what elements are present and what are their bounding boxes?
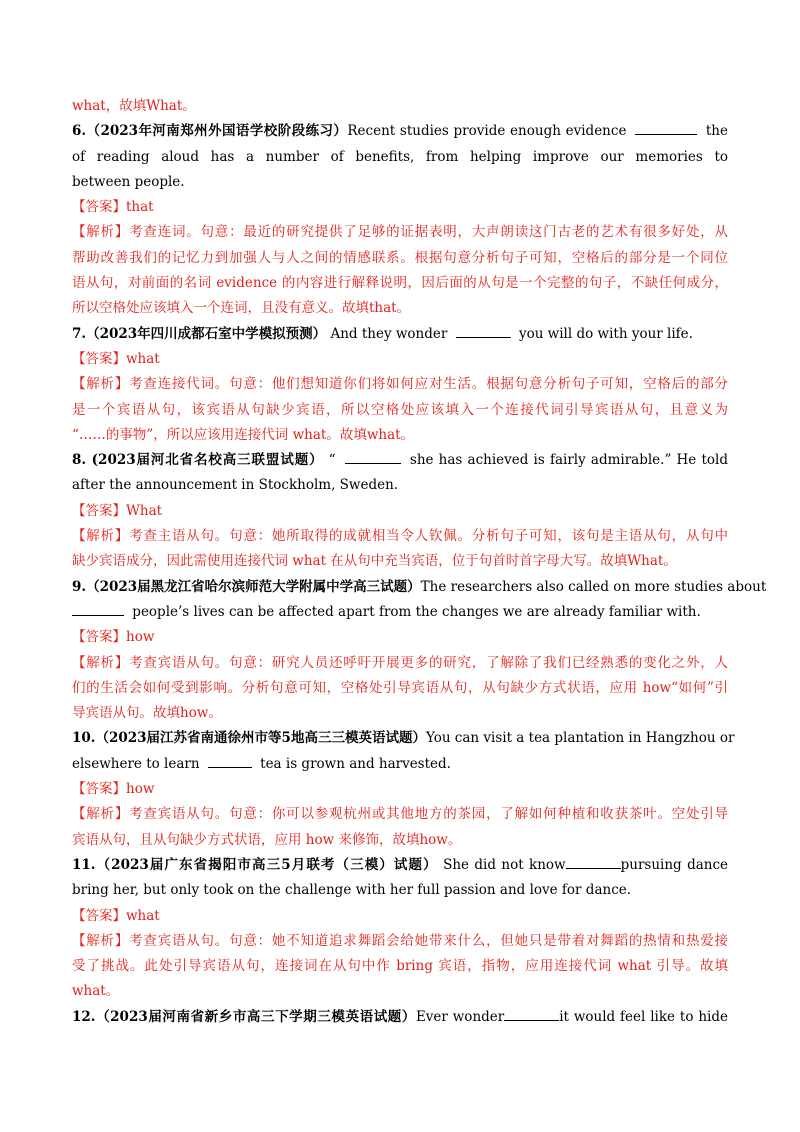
answer-9: [72, 625, 728, 650]
explanation-6-line: 语从句，对前面的名词 evidence 的内容进行解释说明，因后面的从句是一个完整的句子，不缺任何成分，: [72, 275, 728, 292]
answer-11: [72, 904, 728, 929]
explanation-8-line: 缺少宾语成分，因此需使用连接代词 what 在从句中充当宾语，位于句首时首字母大写。故填What。: [72, 553, 677, 570]
explanation-11-line: what。: [72, 983, 120, 1000]
explanation-6-line: [72, 220, 728, 245]
explanation-tag: 【解析】: [72, 376, 130, 393]
explanation-text: 考查宾语从句。句意：你可以参观杭州或其他地方的茶园，了解如何种植和收获茶叶。空处引导: [129, 806, 728, 823]
answer-blank: [566, 855, 621, 869]
question-11-text: She did not know: [443, 856, 566, 873]
explanation-tag: 【解析】: [72, 224, 130, 241]
answer-blank: [208, 754, 252, 768]
answer-value: What: [126, 502, 163, 519]
question-8-line-1: [72, 448, 728, 473]
explanation-text: 考查连词。句意：最近的研究提供了足够的证据表明，大声朗读这门古老的艺术有很多好处，从: [129, 224, 728, 241]
question-10-text: tea is grown and harvested.: [260, 755, 451, 772]
explanation-tag: 【解析】: [72, 806, 130, 823]
explanation-10-line: [72, 802, 728, 827]
explanation-text: 考查宾语从句。句意：研究人员还呼吁开展更多的研究，了解除了我们已经熟悉的变化之外，人: [129, 654, 728, 671]
answer-6: [72, 195, 728, 220]
answer-tag: 【答案】: [72, 502, 126, 519]
answer-blank: [456, 324, 511, 338]
explanation-tag: 【解析】: [72, 528, 130, 545]
question-6-text: Recent studies provide enough evidence: [347, 123, 627, 140]
question-10-text: elsewhere to learn: [72, 755, 200, 772]
explanation-7-line: “……的事物”，所以应该用连接代词 what。故填what。: [72, 426, 415, 443]
answer-tag: 【答案】: [72, 199, 126, 216]
explanation-7-line: 是一个宾语从句，该宾语从句缺少宾语，所以空格处应该填入一个连接代词引导宾语从句，且意义为: [72, 401, 728, 418]
question-8-text: she has achieved is fairly admirable.” He told: [409, 452, 728, 469]
explanation-9-line: [72, 651, 728, 676]
explanation-text: 考查宾语从句。句意：她不知道追求舞蹈会给她带来什么，但她只是带着对舞蹈的热情和热爱接: [129, 932, 728, 949]
question-10-line-2: [72, 752, 728, 777]
answer-tag: 【答案】: [72, 781, 126, 798]
explanation-tag: 【解析】: [72, 932, 130, 949]
question-10-text: You can visit a tea plantation in Hangzhou or: [425, 730, 735, 747]
explanation-10-line: 宾语从句，且从句缺少方式状语，应用 how 来修饰，故填how。: [72, 831, 462, 848]
answer-10: [72, 777, 728, 802]
question-6-text: the: [705, 123, 728, 140]
question-12-line-1: [72, 1005, 728, 1030]
explanation-9-line: 导宾语从句。故填how。: [72, 705, 222, 722]
question-9-line-2: [72, 600, 728, 625]
question-8-source: 8. (2023届河北省名校高三联盟试题）: [72, 452, 324, 469]
question-12-text: Ever wonder: [415, 1008, 505, 1025]
answer-value: what: [126, 350, 160, 367]
answer-tag: 【答案】: [72, 350, 126, 367]
question-8-text: “: [328, 452, 336, 469]
question-12-text: it would feel like to hide: [559, 1008, 728, 1025]
question-11-text: pursuing dance: [620, 856, 728, 873]
question-11-line-2: bring her, but only took on the challenge with her full passion and love for dance.: [72, 882, 632, 899]
answer-blank: [345, 450, 401, 464]
explanation-8-line: [72, 524, 728, 549]
question-6-line-2: of reading aloud has a number of benefits, from helping improve our memories to: [72, 148, 728, 165]
answer-7: [72, 347, 728, 372]
question-7-line-1: [72, 322, 728, 347]
explanation-7-line: [72, 372, 728, 397]
explanation-tag: 【解析】: [72, 654, 130, 671]
explanation-6-line: 帮助改善我们的记忆力到加强人与人之间的情感联系。根据句意分析句子可知，空格后的部分是一个同位: [72, 249, 728, 266]
question-6-line-3: between people.: [72, 173, 185, 190]
explanation-11-line: [72, 929, 728, 954]
answer-value: how: [126, 629, 155, 646]
answer-tag: 【答案】: [72, 907, 126, 924]
question-6-line-1: [72, 119, 728, 144]
question-9-line-1: [72, 575, 767, 600]
answer-blank: [635, 121, 697, 135]
explanation-6-line: 所以空格处应该填入一个连词，且没有意义。故填that。: [72, 300, 411, 317]
question-6-source: 6.（2023年河南郑州外国语学校阶段练习）: [72, 123, 348, 140]
question-7-source: 7.（2023年四川成都石室中学模拟预测）: [72, 325, 327, 342]
question-10-source: 10.（2023届江苏省南通徐州市等5地高三三模英语试题）: [72, 730, 426, 747]
explanation-11-line: 受了挑战。此处引导宾语从句，连接词在从句中作 bring 宾语，指物，应用连接代词 what 引导。故填: [72, 958, 728, 975]
question-12-source: 12.（2023届河南省新乡市高三下学期三模英语试题）: [72, 1008, 416, 1025]
question-11-line-1: [72, 853, 728, 878]
answer-blank: [504, 1007, 559, 1021]
answer-tag: 【答案】: [72, 629, 126, 646]
explanation-text: 考查连接代词。句意：他们想知道你们将如何应对生活。根据句意分析句子可知，空格后的部分: [129, 376, 728, 393]
question-9-source: 9.（2023届黑龙江省哈尔滨师范大学附属中学高三试题）: [72, 578, 421, 595]
question-11-source: 11.（2023届广东省揭阳市高三5月联考（三模）试题）: [72, 856, 438, 873]
question-9-text: The researchers also called on more studies about: [420, 578, 767, 595]
explanation-9-line: 们的生活会如何受到影响。分析句意可知，空格处引导宾语从句，从句缺少方式状语，应用 how“如何”引: [72, 679, 728, 696]
answer-value: what: [126, 907, 160, 924]
answer-value: how: [126, 781, 155, 798]
answer-8: [72, 499, 728, 524]
explanation-text: 考查主语从句。句意：她所取得的成就相当令人钦佩。分析句子可知，该句是主语从句，从句中: [129, 528, 728, 545]
question-7-text: you will do with your life.: [518, 325, 693, 342]
question-8-line-2: after the announcement in Stockholm, Sweden.: [72, 477, 399, 494]
prev-explanation-tail: what，故填What。: [72, 98, 196, 114]
question-9-text: people’s lives can be affected apart from the changes we are already familiar with.: [132, 603, 701, 620]
question-10-line-1: [72, 726, 735, 751]
answer-value: that: [126, 199, 154, 216]
answer-blank: [72, 602, 124, 616]
document-content: [72, 94, 767, 1030]
question-7-text: And they wonder: [330, 325, 448, 342]
